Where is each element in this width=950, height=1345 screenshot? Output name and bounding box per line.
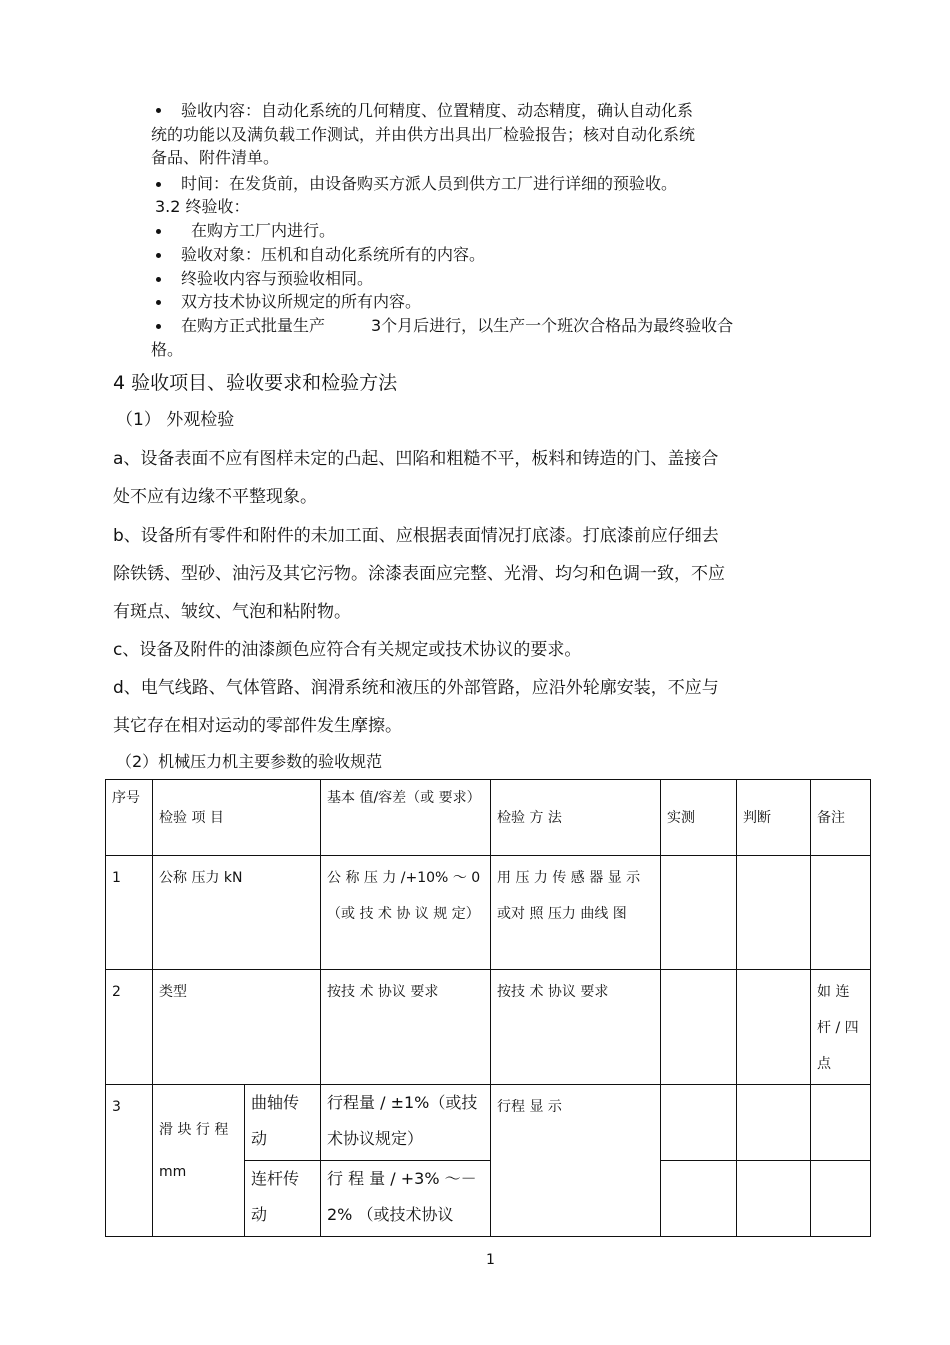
header-remark: 备注 xyxy=(811,780,871,856)
cell-basic: 行 程 量 / +3% ～－2% （或技术协议 xyxy=(321,1161,491,1237)
para-a-line2: 处不应有边缘不平整现象。 xyxy=(113,487,317,507)
bullet-text: 3个月后进行，以生产一个班次合格品为最终验收合 xyxy=(371,316,734,335)
bullet-dot xyxy=(156,324,161,329)
para-b-line1: b、设备所有零件和附件的未加工面、应根据表面情况打底漆。打底漆前应仔细去 xyxy=(113,526,719,546)
cell-no: 3 xyxy=(106,1085,153,1237)
cell-remark xyxy=(811,1161,871,1237)
cell-basic: 公 称 压 力 /+10% ～ 0 （或 技 术 协 议 规 定） xyxy=(321,856,491,970)
cell-judge xyxy=(737,1085,811,1161)
cell-measured xyxy=(661,856,737,970)
cell-basic: 按技 术 协议 要求 xyxy=(321,970,491,1085)
header-method: 检验 方 法 xyxy=(491,780,661,856)
cell-item xyxy=(153,1085,245,1237)
section-3-2-heading: 3.2 终验收： xyxy=(155,197,250,216)
header-measured: 实测 xyxy=(661,780,737,856)
bullet-text-cont: 备品、附件清单。 xyxy=(151,148,280,167)
bullet-text: 验收内容：自动化系统的几何精度、位置精度、动态精度，确认自动化系 xyxy=(181,101,694,120)
cell-no: 1 xyxy=(106,856,153,970)
cell-sub-item: 曲轴传动 xyxy=(245,1085,321,1161)
cell-item-label: 滑 块 行 程 xyxy=(159,1122,229,1138)
cell-basic: 行程量 / ±1%（或技术协议规定） xyxy=(321,1085,491,1161)
table-row xyxy=(106,970,871,1085)
bullet-text: 验收对象：压机和自动化系统所有的内容。 xyxy=(181,245,486,264)
bullet-text: 时间：在发货前，由设备购买方派人员到供方工厂进行详细的预验收。 xyxy=(181,174,678,193)
cell-remark xyxy=(811,1085,871,1161)
bullet-text-cont: 格。 xyxy=(151,340,184,359)
table-row xyxy=(106,1085,871,1161)
bullet-dot xyxy=(156,182,161,187)
para-d-line1: d、电气线路、气体管路、润滑系统和液压的外部管路，应沿外轮廓安装，不应与 xyxy=(113,678,719,698)
header-basic: 基本 值/容差（或 要求） xyxy=(321,780,491,856)
cell-measured xyxy=(661,1085,737,1161)
bullet-text: 双方技术协议所规定的所有内容。 xyxy=(181,292,422,311)
page-number: 1 xyxy=(486,1252,495,1268)
bullet-dot xyxy=(156,253,161,258)
bullet-dot xyxy=(156,277,161,282)
bullet-dot xyxy=(156,229,161,234)
header-judge: 判断 xyxy=(737,780,811,856)
cell-judge xyxy=(737,1161,811,1237)
cell-remark: 如 连 杆 / 四点 xyxy=(811,970,871,1085)
para-b-line3: 有斑点、皱纹、气泡和粘附物。 xyxy=(113,602,351,622)
cell-item: 公称 压力 kN xyxy=(153,856,321,970)
cell-judge xyxy=(737,970,811,1085)
table-row xyxy=(106,856,871,970)
cell-method: 按技 术 协议 要求 xyxy=(491,970,661,1085)
cell-sub-item: 连杆传动 xyxy=(245,1161,321,1237)
bullet-dot xyxy=(156,108,161,113)
para-a-line1: a、设备表面不应有图样未定的凸起、凹陷和粗糙不平，板料和铸造的门、盖接合 xyxy=(113,449,719,469)
cell-item: 类型 xyxy=(153,970,321,1085)
cell-item-unit: mm xyxy=(159,1164,187,1180)
cell-measured xyxy=(661,1161,737,1237)
sub-heading-appearance: （1） 外观检验 xyxy=(116,410,235,430)
para-b-line2: 除铁锈、型砂、油污及其它污物。涂漆表面应完整、光滑、均匀和色调一致，不应 xyxy=(113,564,725,584)
cell-remark xyxy=(811,856,871,970)
section-4-heading: 4 验收项目、验收要求和检验方法 xyxy=(113,372,398,394)
sub-heading-parameters: （2）机械压力机主要参数的验收规范 xyxy=(116,752,383,771)
bullet-text: 在购方正式批量生产 xyxy=(181,316,326,335)
bullet-dot xyxy=(156,300,161,305)
bullet-text-cont: 统的功能以及满负载工作测试，并由供方出具出厂检验报告；核对自动化系统 xyxy=(151,125,696,144)
header-no: 序号 xyxy=(106,780,153,856)
spec-table xyxy=(105,779,871,1237)
bullet-text: 在购方工厂内进行。 xyxy=(191,221,336,240)
cell-no: 2 xyxy=(106,970,153,1085)
para-c-line1: c、设备及附件的油漆颜色应符合有关规定或技术协议的要求。 xyxy=(113,640,582,660)
cell-judge xyxy=(737,856,811,970)
cell-method: 用 压 力 传 感 器 显 示 或对 照 压力 曲线 图 xyxy=(491,856,661,970)
table-header-row xyxy=(106,780,871,856)
bullet-text: 终验收内容与预验收相同。 xyxy=(181,269,374,288)
cell-method: 行程 显 示 xyxy=(491,1085,661,1237)
header-item: 检验 项 目 xyxy=(153,780,321,856)
para-d-line2: 其它存在相对运动的零部件发生摩擦。 xyxy=(113,716,402,736)
cell-measured xyxy=(661,970,737,1085)
